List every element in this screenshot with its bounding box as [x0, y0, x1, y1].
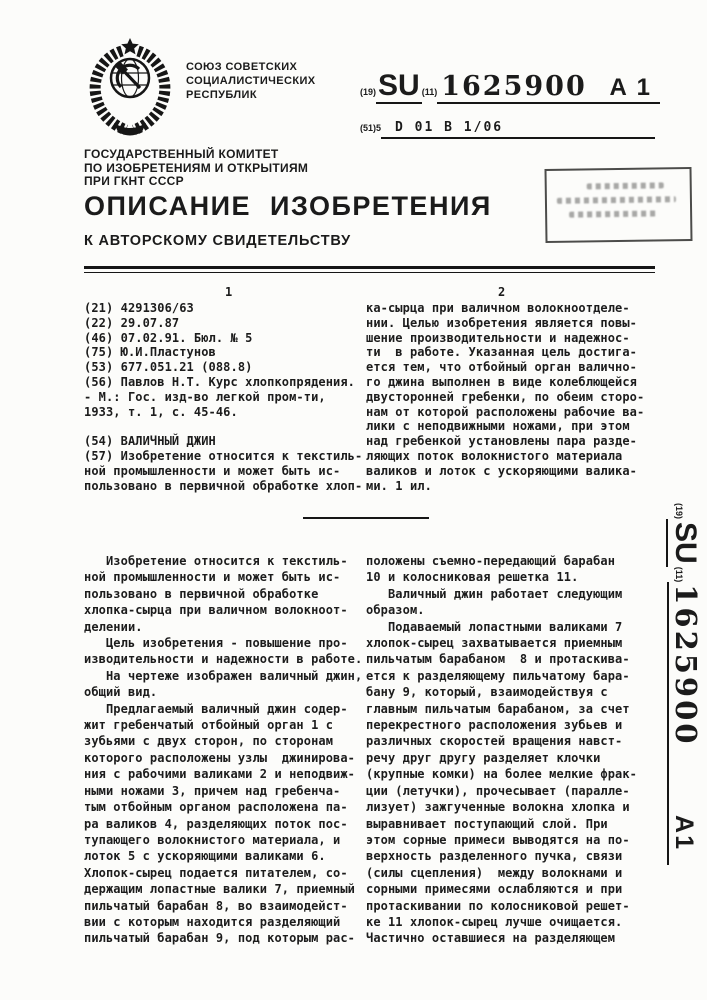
column-number-left: 1: [225, 285, 233, 299]
ipc-code: D 01 B 1/06: [381, 120, 655, 139]
document-title: ОПИСАНИЕ ИЗОБРЕТЕНИЯ: [84, 191, 492, 221]
publication-number-block: [360, 70, 660, 104]
abstract-continuation-column: ка-сырца при валичном волокноотделе- нии. Целью изобретения является повы- шение производительности и надежнос- ти в работе. Указанная цель достига- ется тем, что отбойный орган валично- го джина выполнен в виде колеблющейся двусторонней гребенки, по обеим сторо- нам от которой расположены рабочие ва- лики с неподвижными ножами, при этом над гребенкой установлены пара разде- ляющих поток волокнистого материала валиков и лоток с ускоряющими валика- ми. 1 ил.: [366, 301, 645, 493]
publication-number-underline: [667, 582, 703, 865]
stamp-smudge: [569, 210, 656, 217]
inid-11-label: (11): [674, 566, 684, 583]
inid-19-label: (19): [674, 503, 684, 520]
document-subtitle: К АВТОРСКОМУ СВИДЕТЕЛЬСТВУ: [84, 233, 351, 249]
committee-name: ГОСУДАРСТВЕННЫЙ КОМИТЕТ ПО ИЗОБРЕТЕНИЯМ И ОТКРЫТИЯМ ПРИ ГКНТ СССР: [84, 147, 309, 188]
publication-number: 1625900: [441, 71, 587, 102]
description-right-column: положены съемно-передающий барабан 10 и колосниковая решетка 11. Валичный джин работает следующим образом. Подаваемый лопастными валиками 7 хлопок-сырец захватывается приемным пильчатым барабаном 8 и протаскива- ется к разделяющему пильчатому бара- бану 9, который, взаимодействуя с главным пильчатым барабаном, за счет перекрестного расположения зубьев и различных скоростей вращения навст- речу друг другу разделяет клочки (крупные комки) на более мелкие фрак- ции (летучки), прочесывает (паралле- лизует) зажгученные волокна хлопка и выравнивает поступающий слой. При этом сорные примеси выводятся на по- верхность разделенного пучка, связи (силы сцепления) между волокнами и сорными примесями ослабляются и при протаскивании по колосниковой решет- ке 11 хлопок-сырец лучше очищается. Частично оставшиеся на разделяющем: [366, 554, 638, 946]
bibliographic-data-column: (21) 4291306/63 (22) 29.07.87 (46) 07.02.91. Бюл. № 5 (75) Ю.И.Пластунов (53) 677.051.21 (088.8) (56) Павлов Н.Т. Курс хлопкопрядения. - М.: Гос. изд-во легкой пром-ти, 1933, т. 1, с. 45-46. (54) ВАЛИЧНЫЙ ДЖИН (57) Изобретение относится к текстиль- ной промышленности и может быть ис- пользовано в первичной обработке хлоп-: [84, 301, 363, 493]
kind-code: A1: [670, 815, 698, 851]
union-name: СОЮЗ СОВЕТСКИХ СОЦИАЛИСТИЧЕСКИХ РЕСПУБЛИК: [186, 61, 316, 101]
publication-number: 1625900: [669, 584, 703, 747]
country-code: SU: [378, 69, 420, 102]
country-code: SU: [666, 519, 702, 567]
stamp-smudge: [557, 196, 676, 204]
inid-11-label: (11): [421, 87, 438, 97]
vertical-publication-number-block: [647, 503, 703, 865]
ipc-classification-block: [360, 120, 655, 139]
description-left-column: Изобретение относится к текстиль- ной промышленности и может быть ис- пользовано в первичной обработке хлопка-сырца при валичном волокноот- делении. Цель изобретения - повышение про- изводительности и надежности в работе. На чертеже изображен валичный джин, общий вид. Предлагаемый валичный джин содер- жит гребенчатый отбойный орган 1 с зубьями с двух сторон, по сторонам которого расположены узлы джинирова- ния с рабочими валиками 2 и неподвиж- ными ножами 3, причем над гребенча- тым отбойным органом расположена па- ра валиков 4, разделяющих поток пос- тупающего волокнистого материала, и лоток 5 с ускоряющими валиками 6. Хлопок-сырец подается питателем, со- держащим лопастные валики 7, приемный пильчатый барабан 8, во взаимодейст- вии с которым находится разделяющий пильчатый барабан 9, под которым рас-: [84, 554, 363, 946]
stamp-smudge: [587, 182, 664, 189]
column-number-right: 2: [498, 285, 506, 299]
inid-19-label: (19): [360, 87, 377, 97]
library-stamp: [544, 167, 692, 243]
kind-code: A 1: [609, 74, 652, 101]
section-divider-rule: [303, 517, 429, 519]
publication-number-underline: [437, 71, 660, 104]
inid-51-label: (51)5: [360, 123, 382, 133]
ussr-coat-of-arms-icon: [84, 34, 176, 141]
header-divider-rule: [84, 266, 655, 273]
